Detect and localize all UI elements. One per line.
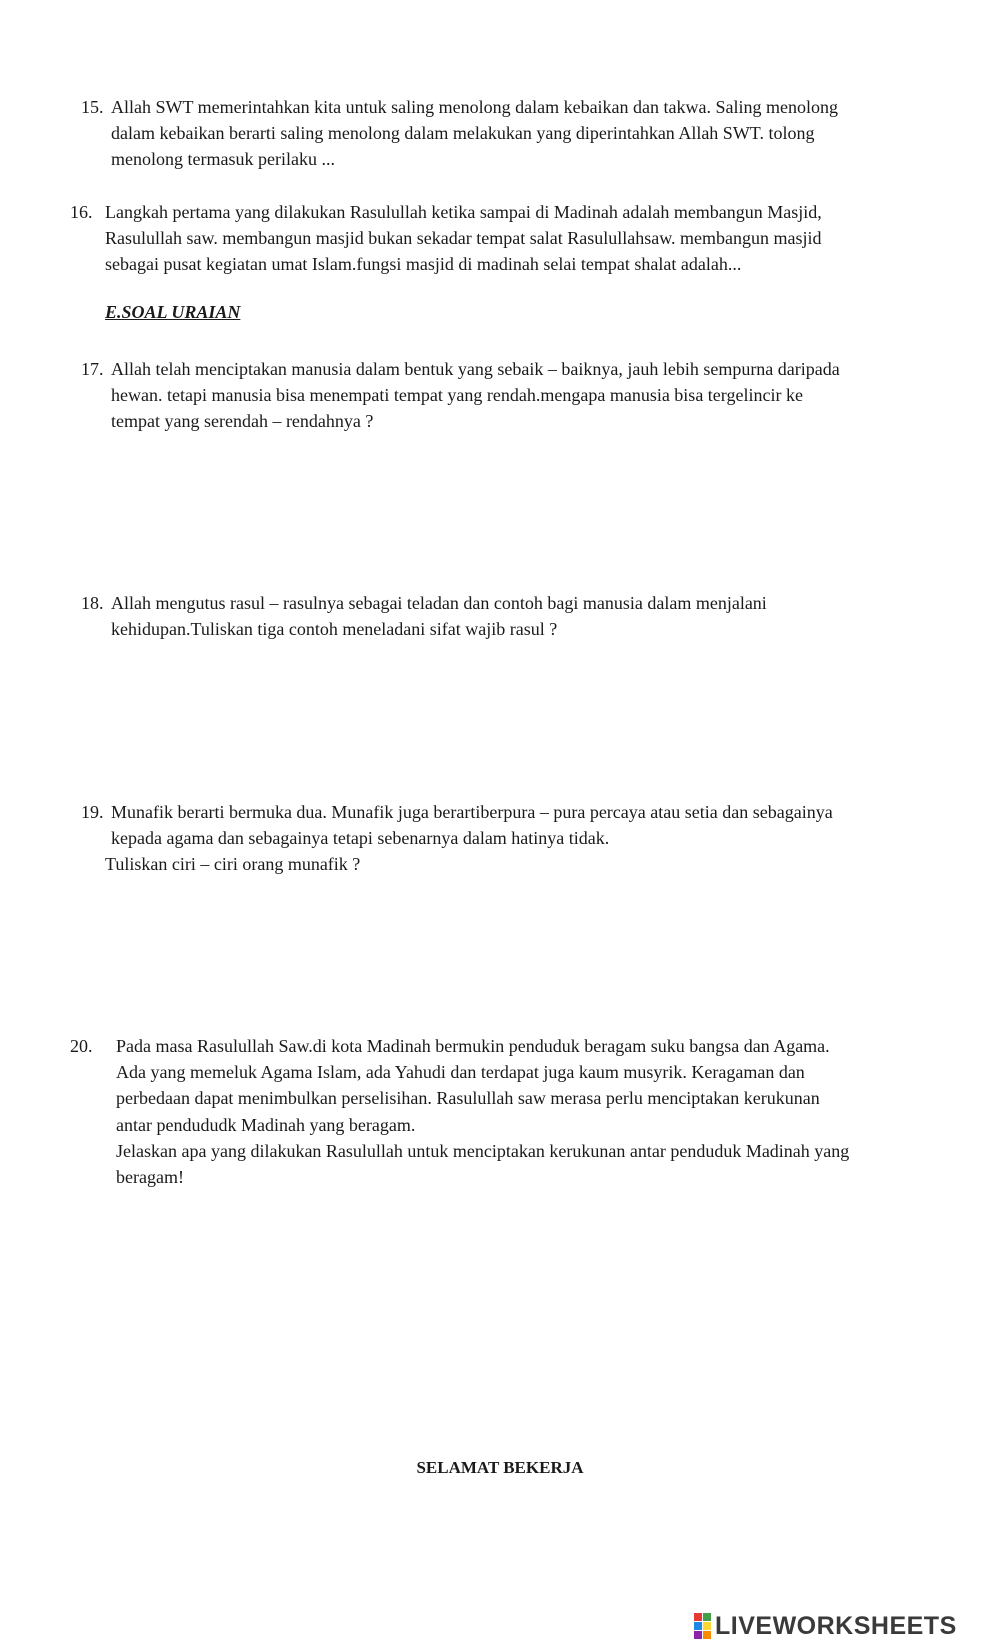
question-16 <box>70 199 822 278</box>
question-text-line: Allah mengutus rasul – rasulnya sebagai teladan dan contoh bagi manusia dalam menjalani <box>111 593 767 613</box>
question-text-line: perbedaan dapat menimbulkan perselisihan. Rasulullah saw merasa perlu menciptakan kerukunan <box>116 1088 820 1109</box>
logo-grid-icon <box>694 1613 711 1639</box>
section-heading: E.SOAL URAIAN <box>105 302 241 322</box>
question-text-line: Rasulullah saw. membangun masjid bukan sekadar tempat salat Rasulullahsaw. membangun masjid <box>105 228 822 249</box>
question-text-line: antar pendududk Madinah yang beragam. <box>116 1114 416 1135</box>
question-text-line: Langkah pertama yang dilakukan Rasulullah ketika sampai di Madinah adalah membangun Masjid, <box>105 202 822 222</box>
question-number: 17. <box>81 359 104 379</box>
question-19 <box>81 799 833 878</box>
question-number: 19. <box>81 802 104 822</box>
question-text-line: kepada agama dan sebagainya tetapi sebenarnya dalam hatinya tidak. <box>111 828 610 849</box>
question-number: 20. <box>70 1036 93 1056</box>
question-text-line: tempat yang serendah – rendahnya ? <box>111 411 374 432</box>
question-text-line: Tuliskan ciri – ciri orang munafik ? <box>105 854 361 875</box>
question-number: 16. <box>70 202 93 222</box>
question-text-line: Allah SWT memerintahkan kita untuk saling menolong dalam kebaikan dan takwa. Saling menolong <box>111 97 839 117</box>
question-text-line: kehidupan.Tuliskan tiga contoh meneladani sifat wajib rasul ? <box>111 619 558 640</box>
liveworksheets-logo <box>694 1611 957 1641</box>
question-text-line: Ada yang memeluk Agama Islam, ada Yahudi dan terdapat juga kaum musyrik. Keragaman dan <box>116 1062 805 1083</box>
logo-text: LIVEWORKSHEETS <box>715 1611 957 1640</box>
question-text-line: Pada masa Rasulullah Saw.di kota Madinah bermukin penduduk beragam suku bangsa dan Agama. <box>116 1036 830 1056</box>
question-15 <box>81 94 838 173</box>
question-text-line: dalam kebaikan berarti saling menolong dalam melakukan yang diperintahkan Allah SWT. tolong <box>111 123 815 144</box>
question-text-line: sebagai pusat kegiatan umat Islam.fungsi masjid di madinah selai tempat shalat adalah... <box>105 254 742 275</box>
question-text-line: beragam! <box>116 1167 184 1188</box>
question-17 <box>81 356 840 435</box>
question-20 <box>70 1033 849 1190</box>
question-text-line: hewan. tetapi manusia bisa menempati tempat yang rendah.mengapa manusia bisa tergelincir ke <box>111 385 803 406</box>
question-number: 18. <box>81 593 104 613</box>
question-text-line: Allah telah menciptakan manusia dalam bentuk yang sebaik – baiknya, jauh lebih sempurna daripada <box>111 359 840 379</box>
closing-text: SELAMAT BEKERJA <box>416 1458 584 1477</box>
question-text-line: Munafik berarti bermuka dua. Munafik juga berartiberpura – pura percaya atau setia dan sebagainya <box>111 802 833 822</box>
question-text-line: menolong termasuk perilaku ... <box>111 149 335 170</box>
question-18 <box>81 590 767 642</box>
question-number: 15. <box>81 97 104 117</box>
question-text-line: Jelaskan apa yang dilakukan Rasulullah untuk menciptakan kerukunan antar penduduk Madinah yang <box>116 1140 850 1161</box>
